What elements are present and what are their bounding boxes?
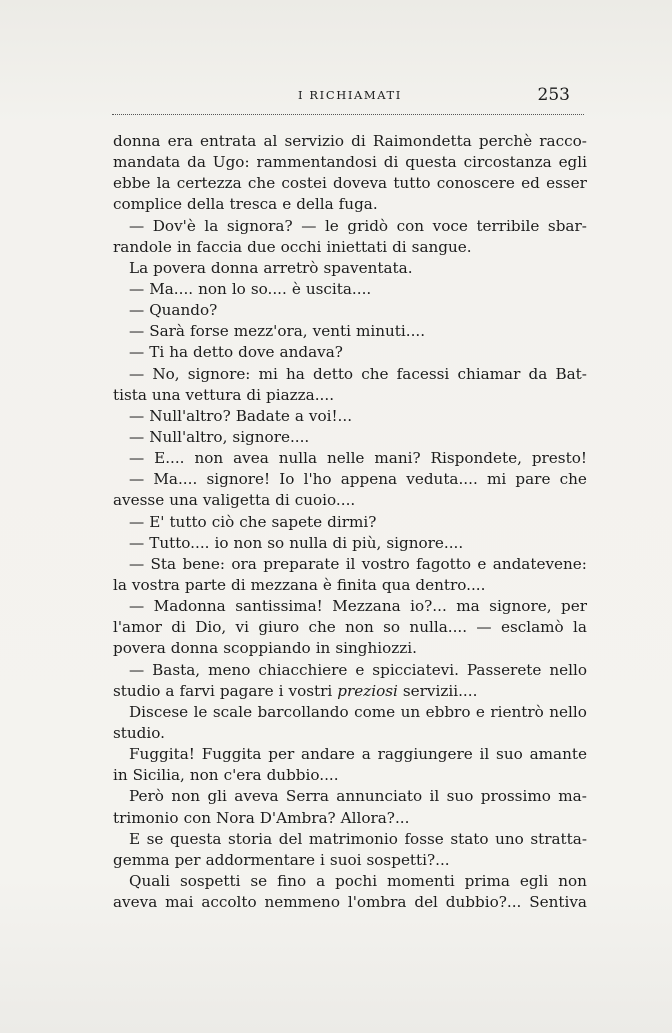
text-line: aveva mai accolto nemmeno l'ombra del dubbio?... Sentiva bbox=[113, 893, 587, 912]
text-line: avesse una valigetta di cuoio.... bbox=[113, 491, 356, 510]
text-line: studio a farvi pagare i vostri preziosi servizii.... bbox=[113, 681, 478, 700]
text-line: — Null'altro? Badate a voi!... bbox=[129, 406, 353, 425]
body-text bbox=[113, 131, 587, 913]
text-line: mandata da Ugo: rammentandosi di questa circostanza egli bbox=[113, 153, 587, 172]
text-line: tista una vettura di piazza.... bbox=[113, 385, 335, 404]
text-line: Discese le scale barcollando come un ebbro e rientrò nello bbox=[129, 702, 587, 721]
text-line: Fuggita! Fuggita per andare a raggiungere il suo amante bbox=[129, 745, 587, 764]
text-line: — Null'altro, signore.... bbox=[129, 427, 310, 446]
text-line: — No, signore: mi ha detto che facessi chiamar da Bat- bbox=[129, 364, 587, 383]
text-line: Quali sospetti se fino a pochi momenti prima egli non bbox=[129, 871, 587, 890]
text-line: La povera donna arretrò spaventata. bbox=[129, 258, 413, 277]
text-line: ebbe la certezza che costei doveva tutto conoscere ed esser bbox=[113, 174, 587, 193]
text-line: — Sarà forse mezz'ora, venti minuti.... bbox=[129, 322, 426, 341]
text-line: — Tutto.... io non so nulla di più, signore.... bbox=[129, 533, 464, 552]
text-line: — Basta, meno chiacchiere e spicciatevi. Passerete nello bbox=[129, 660, 587, 679]
text-line: la vostra parte di mezzana è finita qua dentro.... bbox=[113, 575, 486, 594]
running-head: I RICHIAMATI bbox=[298, 88, 402, 102]
page-header bbox=[110, 85, 590, 110]
text-line: l'amor di Dio, vi giuro che non so nulla.... — esclamò la bbox=[113, 618, 587, 637]
text-line: povera donna scoppiando in singhiozzi. bbox=[113, 639, 417, 658]
text-line: studio. bbox=[113, 723, 165, 742]
text-line: — E.... non avea nulla nelle mani? Rispondete, presto! bbox=[129, 449, 587, 468]
text-line: — Madonna santissima! Mezzana io?... ma signore, per bbox=[129, 597, 587, 616]
text-line: randole in faccia due occhi iniettati di sangue. bbox=[113, 237, 472, 256]
text-line: — Quando? bbox=[129, 301, 218, 320]
page-number: 253 bbox=[537, 85, 570, 105]
text-line: donna era entrata al servizio di Raimondetta perchè racco- bbox=[113, 132, 587, 150]
header-rule bbox=[112, 114, 584, 115]
text-line: Però non gli aveva Serra annunciato il suo prossimo ma- bbox=[129, 787, 587, 806]
text-line: in Sicilia, non c'era dubbio.... bbox=[113, 766, 339, 785]
text-line: — Dov'è la signora? — le gridò con voce terribile sbar- bbox=[129, 216, 587, 235]
text-line: — Sta bene: ora preparate il vostro fagotto e andatevene: bbox=[129, 554, 587, 573]
text-line: — Ti ha detto dove andava? bbox=[129, 343, 343, 362]
text-line: E se questa storia del matrimonio fosse stato uno stratta- bbox=[129, 829, 587, 848]
text-line: gemma per addormentare i suoi sospetti?... bbox=[113, 850, 450, 869]
text-line: — Ma.... non lo so.... è uscita.... bbox=[129, 279, 372, 298]
text-line: complice della tresca e della fuga. bbox=[113, 195, 378, 214]
text-line: — E' tutto ciò che sapete dirmi? bbox=[129, 512, 377, 531]
text-line: trimonio con Nora D'Ambra? Allora?... bbox=[113, 808, 410, 827]
text-line: — Ma.... signore! Io l'ho appena veduta.... mi pare che bbox=[129, 470, 587, 489]
